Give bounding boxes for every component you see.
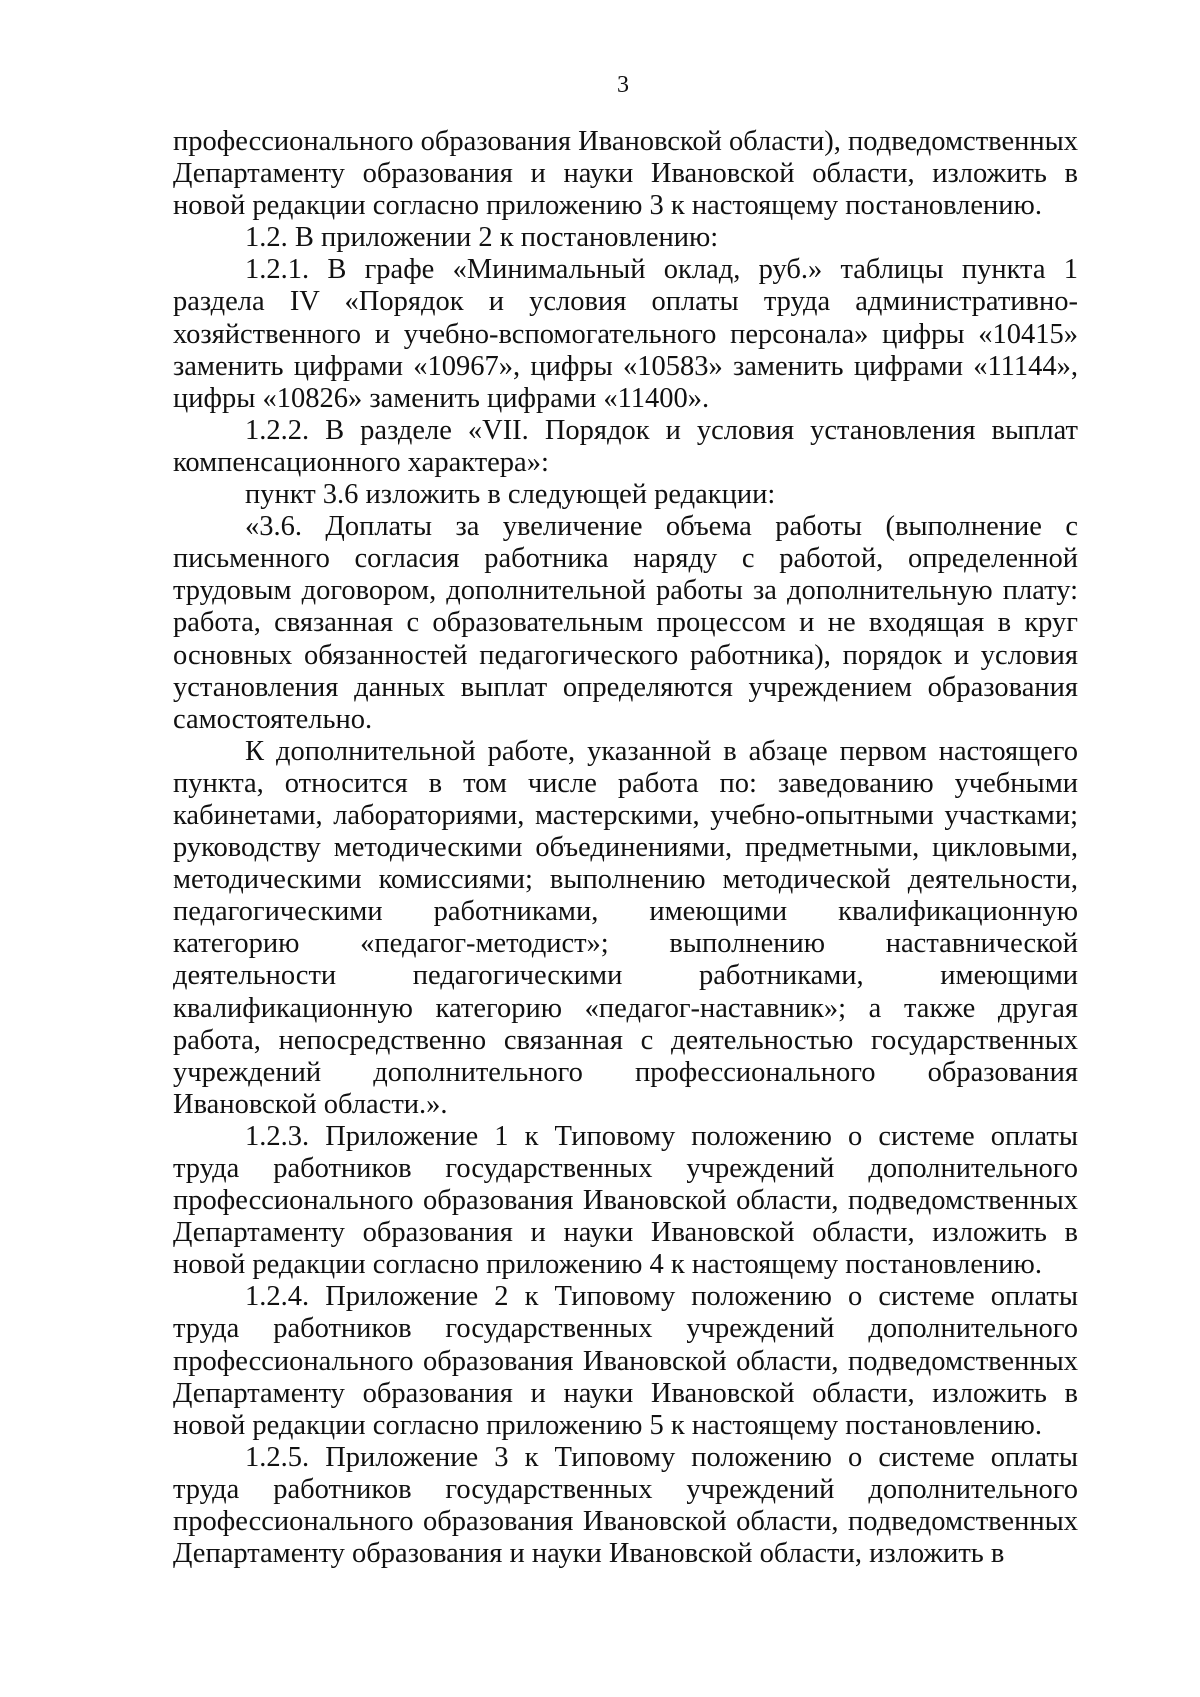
paragraph: профессионального образования Ивановской области), подведомственных Департаменту образования и науки Ивановской области, изложить в новой редакции согласно приложению 3 к настоящему постановлению.	[173, 126, 1078, 222]
paragraph: 1.2.4. Приложение 2 к Типовому положению о системе оплаты труда работников государственных учреждений дополнительного профессионального образования Ивановской области, подведомственных Департаменту образования и науки Ивановской области, изложить в новой редакции согласно приложению 5 к настоящему постановлению.	[173, 1281, 1078, 1441]
paragraph: 1.2.5. Приложение 3 к Типовому положению о системе оплаты труда работников государственных учреждений дополнительного профессионального образования Ивановской области, подведомственных Департаменту образования и науки Ивановской области, изложить в	[173, 1441, 1078, 1570]
document-body	[173, 126, 1078, 1570]
paragraph: К дополнительной работе, указанной в абзаце первом настоящего пункта, относится в том числе работа по: заведованию учебными кабинетами, лабораториями, мастерскими, учебно-опытными участками; руководству методическими объединениями, предметными, цикловыми, методическими комиссиями; выполнению методической деятельности, педагогическими работниками, имеющими квалификационную категорию «педагог-методист»; выполнению наставнической деятельности педагогическими работниками, имеющими квалификационную категорию «педагог-наставник»; а также другая работа, непосредственно связанная с деятельностью государственных учреждений дополнительного профессионального образования Ивановской области.».	[173, 735, 1078, 1120]
paragraph: «3.6. Доплаты за увеличение объема работы (выполнение с письменного согласия работника наряду с работой, определенной трудовым договором, дополнительной работы за дополнительную плату: работа, связанная с образовательным процессом и не входящая в круг основных обязанностей педагогического работника), порядок и условия установления данных выплат определяются учреждением образования самостоятельно.	[173, 511, 1078, 735]
paragraph: 1.2.3. Приложение 1 к Типовому положению о системе оплаты труда работников государственных учреждений дополнительного профессионального образования Ивановской области, подведомственных Департаменту образования и науки Ивановской области, изложить в новой редакции согласно приложению 4 к настоящему постановлению.	[173, 1120, 1078, 1281]
paragraph: 1.2.2. В разделе «VII. Порядок и условия установления выплат компенсационного характера»:	[173, 414, 1078, 478]
page-number: 3	[617, 72, 629, 98]
paragraph: пункт 3.6 изложить в следующей редакции:	[245, 479, 776, 511]
paragraph: 1.2.1. В графе «Минимальный оклад, руб.» таблицы пункта 1 раздела IV «Порядок и условия оплаты труда административно-хозяйственного и учебно-вспомогательного персонала» цифры «10415» заменить цифрами «10967», цифры «10583» заменить цифрами «11144», цифры «10826» заменить цифрами «11400».	[173, 254, 1078, 414]
paragraph: 1.2. В приложении 2 к постановлению:	[245, 222, 719, 254]
